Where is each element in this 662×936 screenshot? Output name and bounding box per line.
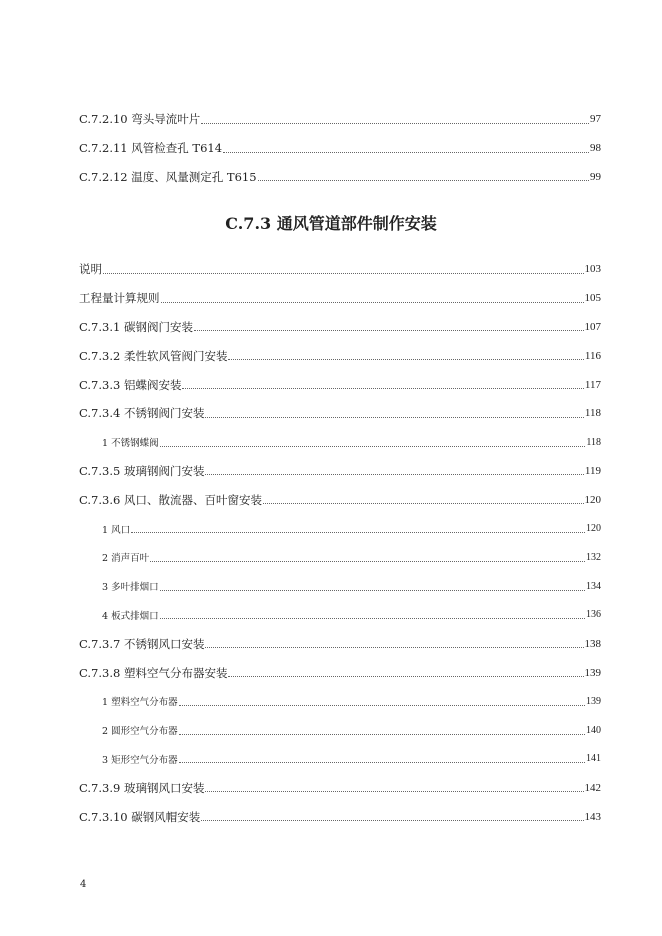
toc-entry-page: 119 [584, 464, 601, 477]
toc-entry[interactable] [79, 105, 601, 134]
toc-entry[interactable] [79, 658, 601, 687]
toc-entry-page: 97 [590, 113, 601, 126]
toc-entry-page: 120 [584, 493, 601, 506]
toc-entry[interactable] [79, 255, 601, 284]
toc-entry-title: C.7.2.11 风管检查孔 T614 [79, 141, 223, 156]
toc-entry-title: 2 圆形空气分布器 [102, 726, 178, 738]
toc-entry-title: C.7.3.9 玻璃钢风口安装 [79, 780, 205, 795]
toc-entry[interactable] [79, 399, 601, 428]
dot-leader [182, 388, 583, 389]
toc-entry-title: 说明 [79, 262, 102, 277]
toc-entry-page: 118 [586, 436, 601, 448]
toc-entry-title: 工程量计算规则 [79, 291, 160, 306]
dot-leader [201, 123, 589, 124]
toc-subentry[interactable] [79, 687, 601, 716]
toc-entry[interactable] [79, 313, 601, 342]
toc-entry-page: 117 [584, 378, 601, 391]
dot-leader [228, 676, 583, 677]
toc-entry-title: C.7.3.2 柔性软风管阀门安装 [79, 348, 228, 363]
dot-leader [201, 820, 583, 821]
toc-entry-title: C.7.3.8 塑料空气分布器安装 [79, 665, 228, 680]
toc-entry-page: 99 [590, 170, 601, 183]
toc-entry-title: C.7.3.1 碳钢阀门安装 [79, 319, 193, 334]
toc-entry-title: C.7.2.12 温度、风量测定孔 T615 [79, 169, 257, 184]
toc-entry-title: C.7.3.7 不锈钢风口安装 [79, 636, 205, 651]
toc-entry-page: 138 [584, 637, 601, 650]
toc-entry-page: 139 [586, 695, 601, 707]
dot-leader [194, 330, 584, 331]
toc-subentry[interactable] [79, 745, 601, 774]
toc-entry-page: 98 [590, 142, 601, 155]
toc-entry-page: 107 [584, 320, 601, 333]
toc-entry-title: C.7.3.4 不锈钢阀门安装 [79, 406, 205, 421]
toc-entry-title: 4 板式排烟口 [102, 610, 159, 622]
dot-leader [263, 503, 584, 504]
toc-entry[interactable] [79, 773, 601, 802]
toc-entry-title: C.7.3.5 玻璃钢阀门安装 [79, 463, 205, 478]
toc-subentry[interactable] [79, 572, 601, 601]
dot-leader [179, 762, 585, 763]
dot-leader [258, 180, 589, 181]
toc-entry-page: 120 [586, 523, 601, 535]
toc-entry-page: 142 [584, 781, 601, 794]
toc-entry-page: 103 [584, 263, 601, 276]
toc-entry-title: C.7.3.10 碳钢风帽安装 [79, 809, 201, 824]
toc-subentry[interactable] [79, 428, 601, 457]
dot-leader [179, 705, 585, 706]
toc-entry-page: 141 [586, 753, 601, 765]
toc-entry[interactable] [79, 341, 601, 370]
dot-leader [103, 273, 584, 274]
toc-entry-page: 140 [586, 724, 601, 736]
toc-entry-page: 132 [586, 551, 601, 563]
toc-entry-title: C.7.3.3 铝蝶阀安装 [79, 377, 182, 392]
toc-entry-title: 2 消声百叶 [102, 553, 150, 565]
dot-leader [131, 532, 585, 533]
dot-leader [223, 152, 589, 153]
toc-entry[interactable] [79, 629, 601, 658]
dot-leader [160, 446, 586, 447]
toc-subentry[interactable] [79, 716, 601, 745]
toc-entry-page: 143 [584, 810, 601, 823]
toc-entry-title: 3 多叶排烟口 [102, 582, 159, 594]
toc-entry-title: 1 塑料空气分布器 [102, 697, 178, 709]
toc-entry-page: 134 [586, 580, 601, 592]
toc-subentry[interactable] [79, 601, 601, 630]
toc-entry-title: 1 不锈钢蝶阀 [102, 438, 159, 450]
page-number: 4 [80, 879, 87, 890]
toc-entry[interactable] [79, 457, 601, 486]
toc-list-section-c73 [79, 255, 601, 831]
toc-subentry[interactable] [79, 543, 601, 572]
dot-leader [179, 734, 585, 735]
dot-leader [161, 302, 584, 303]
toc-entry-page: 105 [584, 292, 601, 305]
toc-entry[interactable] [79, 163, 601, 192]
toc-subentry[interactable] [79, 514, 601, 543]
toc-entry-title: C.7.3.6 风口、散流器、百叶窗安装 [79, 492, 262, 507]
dot-leader [228, 359, 583, 360]
toc-entry-title: C.7.2.10 弯头导流叶片 [79, 112, 201, 127]
toc-entry-page: 139 [584, 666, 601, 679]
toc-entry[interactable] [79, 802, 601, 831]
dot-leader [205, 647, 583, 648]
dot-leader [205, 474, 583, 475]
toc-list-section-c72 [79, 105, 601, 191]
toc-entry[interactable] [79, 284, 601, 313]
dot-leader [150, 561, 585, 562]
toc-entry[interactable] [79, 485, 601, 514]
toc-entry-title: 3 矩形空气分布器 [102, 754, 178, 766]
dot-leader [160, 618, 585, 619]
toc-entry-page: 118 [584, 407, 601, 420]
dot-leader [205, 791, 583, 792]
toc-entry-page: 136 [586, 609, 601, 621]
dot-leader [160, 590, 585, 591]
dot-leader [205, 417, 583, 418]
section-heading: C.7.3 通风管道部件制作安装 [225, 214, 437, 233]
toc-entry[interactable] [79, 370, 601, 399]
toc-entry-title: 1 风口 [102, 524, 131, 536]
toc-entry-page: 116 [584, 349, 601, 362]
toc-entry[interactable] [79, 134, 601, 163]
